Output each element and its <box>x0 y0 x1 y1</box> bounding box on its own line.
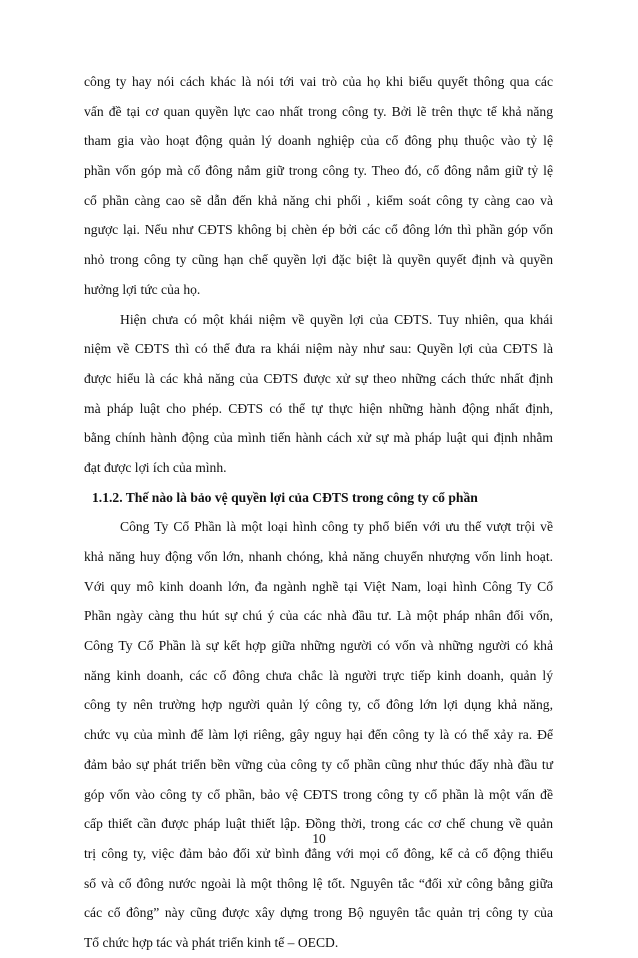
section-heading: 1.1.2. Thế nào là bảo vệ quyền lợi của CĐTS trong công ty cổ phần <box>92 489 478 505</box>
paragraph-1-line: cổ phần càng cao sẽ dẫn đến khả năng chi phối , kiểm soát công ty càng cao và <box>84 192 553 208</box>
body-text <box>84 67 553 958</box>
paragraph-1-line: hưởng lợi tức của họ. <box>84 281 201 297</box>
paragraph-3-line: Tổ chức hợp tác và phát triển kinh tế – OECD. <box>84 934 339 950</box>
paragraph-2-line: mà pháp luật cho phép. CĐTS có thể tự thực hiện những hành động nhất định, <box>84 400 553 416</box>
paragraph-3-line: cấp thiết cần được pháp luật thiết lập. Đồng thời, trong các cơ chế chung về quản <box>84 816 553 832</box>
paragraph-3-line: Công Ty Cổ Phần là sự kết hợp giữa những người có vốn và những người có khả <box>84 638 553 654</box>
paragraph-3-line: chức vụ của mình để làm lợi riêng, gây nguy hại đến công ty là có thể xảy ra. Để <box>84 727 553 743</box>
paragraph-3-line: trị công ty, việc đảm bảo đối xử bình đẳng với mọi cổ đông, kể cả cổ động thiểu <box>84 845 553 861</box>
paragraph-1-line: ngược lại. Nếu như CĐTS không bị chèn ép bởi các cổ đông lớn thì phần góp vốn <box>84 222 553 238</box>
paragraph-1-line: công ty hay nói cách khác là nói tới vai trò của họ khi biểu quyết thông qua các <box>84 74 553 89</box>
paragraph-3-line: Phần ngày càng thu hút sự chú ý của các nhà đầu tư. Là một pháp nhân đối vốn, <box>84 608 553 624</box>
paragraph-3-line: đảm bảo sự phát triển bền vững của công ty cổ phần cũng như thúc đẩy nhà đầu tư <box>84 756 553 772</box>
paragraph-1-line: nhỏ trong công ty cũng hạn chế quyền lợi đặc biệt là quyền quyết định và quyền <box>84 252 553 268</box>
paragraph-3-line: công ty nên trường hợp người quản lý công ty, cổ đông lớn lợi dụng khả năng, <box>84 697 553 713</box>
paragraph-1-line: tham gia vào hoạt động quản lý doanh nghiệp của cổ đông phụ thuộc vào tỷ lệ <box>84 133 553 149</box>
paragraph-2-line: đạt được lợi ích của mình. <box>84 459 227 475</box>
paragraph-3-line: góp vốn vào công ty cổ phần, bảo vệ CĐTS trong công ty cổ phần là một vấn đề <box>84 786 553 802</box>
paragraph-2-line: Hiện chưa có một khái niệm về quyền lợi của CĐTS. Tuy nhiên, qua khái <box>120 311 553 327</box>
paragraph-1-line: phần vốn góp mà cổ đông nắm giữ trong công ty. Theo đó, cổ đông nắm giữ tỷ lệ <box>84 163 553 179</box>
paragraph-3-line: Với quy mô kinh doanh lớn, đa ngành nghề tại Việt Nam, loại hình Công Ty Cổ <box>84 578 553 594</box>
paragraph-2-line: niệm về CĐTS thì có thể đưa ra khái niệm này như sau: Quyền lợi của CĐTS là <box>84 341 553 357</box>
page-number: 10 <box>312 831 326 846</box>
paragraph-2-line: bằng chính hành động của mình tiến hành cách xử sự mà pháp luật qui định nhằm <box>84 430 553 446</box>
paragraph-3-line: các cổ đông” này cũng được xây dựng trong Bộ nguyên tắc quản trị công ty của <box>84 905 553 921</box>
paragraph-2-line: được hiểu là các khả năng của CĐTS được xử sự theo những cách thức nhất định <box>84 370 553 386</box>
paragraph-3-line: Công Ty Cổ Phần là một loại hình công ty phổ biến với ưu thế vượt trội về <box>120 519 553 535</box>
paragraph-3-line: khả năng huy động vốn lớn, nhanh chóng, khả năng chuyển nhượng vốn linh hoạt. <box>84 549 553 564</box>
paragraph-1-line: vấn đề tại cơ quan quyền lực cao nhất trong công ty. Bởi lẽ trên thực tế khả năng <box>84 103 553 119</box>
paragraph-3-line: số và cổ đông nước ngoài là một thông lệ tốt. Nguyên tắc “đối xử công bằng giữa <box>84 875 553 891</box>
paragraph-3-line: năng kinh doanh, các cổ đông chưa chắc là người trực tiếp kinh doanh, quản lý <box>84 667 553 683</box>
